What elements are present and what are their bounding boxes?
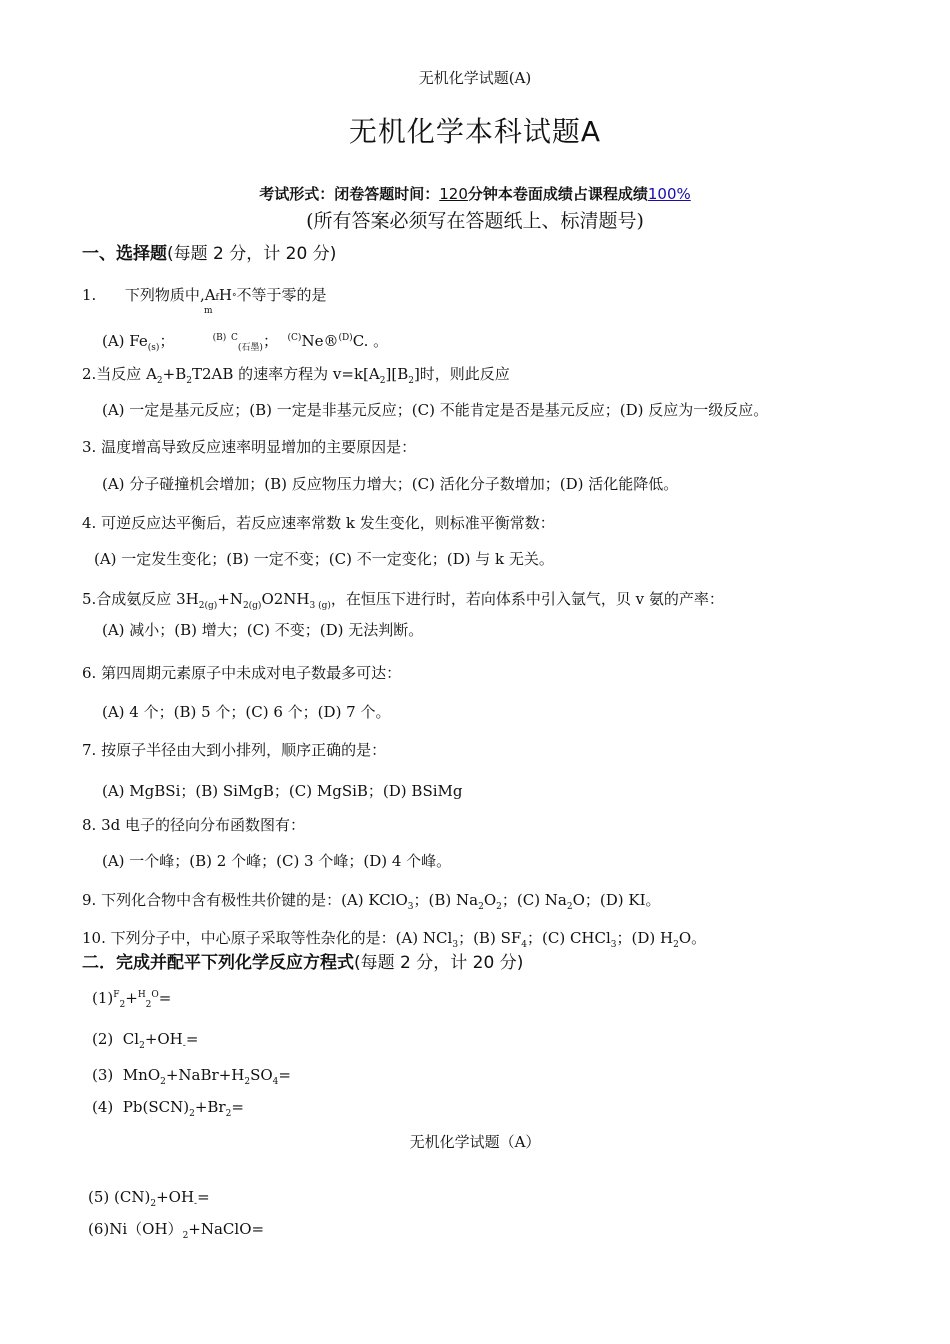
e2-sub-1: 2 [139,1041,145,1051]
q2-text-b: +B [162,365,187,383]
q5-sub-3: 3 (g) [309,601,331,611]
q1-sub-f: f [215,293,219,303]
q2-sub-1: 2 [156,376,163,386]
e5-number: (5) [88,1188,110,1206]
q10-text-e: O。 [678,929,707,947]
question-4-options: (A) 一定发生变化；(B) 一定不变；(C) 不一定变化；(D) 与 k 无关。 [94,550,554,568]
e4-text-b: +Br [194,1098,226,1116]
exam-info [0,184,950,204]
q1-opt-d-text: C. 。 [352,332,389,350]
question-7: 7. 按原子半径由大到小排列，顺序正确的是： [82,741,387,759]
q1-sub-m: m [203,306,213,316]
question-2-options: (A) 一定是基元反应；(B) 一定是非基元反应；(C) 不能肯定是否是基元反应；(D) 反应为一级反应。 [102,401,769,419]
q1-opt-b-c: C [231,333,238,343]
q1-opt-b-sub: (石墨) [237,343,263,353]
e2-sub-2: - [182,1041,186,1051]
e2-text-c: = [185,1030,199,1048]
e5-text-a: (CN) [114,1188,151,1206]
e5-text-c: = [197,1188,210,1206]
e5-sub-2: - [194,1199,198,1209]
q5-text-b: +N [217,590,243,608]
q2-sub-3: 2 [379,376,386,386]
question-8-options: (A) 一个峰；(B) 2 个峰；(C) 3 个峰；(D) 4 个峰。 [102,852,452,870]
q1-number: 1. [82,286,97,304]
e6-text-b: +NaClO= [188,1220,265,1238]
e1-sup-f: F [113,990,120,1000]
e4-text-c: = [231,1098,244,1116]
e3-number: (3) [92,1066,114,1084]
q10-sub-4: 2 [673,940,679,950]
e3-text-a: MnO [122,1066,161,1084]
percent-link[interactable]: 100% [647,185,691,203]
e2-number: (2) [92,1030,114,1048]
equation-6 [88,1219,264,1239]
e5-text-b: +OH [156,1188,195,1206]
page-header: 无机化学试题(A) [418,69,532,87]
question-6: 6. 第四周期元素原子中未成对电子数最多可达： [82,664,402,682]
q10-text-c: ；(C) CHCl [527,929,611,947]
question-4: 4. 可逆反应达平衡后，若反应速率常数 k 发生变化，则标准平衡常数： [82,514,555,532]
q2-text-c: T2AB 的速率方程为 v=k[A [191,365,380,383]
question-6-options: (A) 4 个；(B) 5 个；(C) 6 个；(D) 7 个。 [102,703,391,721]
page-title: 无机化学本科试题A [348,115,602,148]
q2-sub-4: 2 [408,376,414,386]
e1-sup-h: H [137,990,146,1000]
q5-sub-2: 2(g) [242,601,262,611]
q5-text-a: 5.合成氨反应 3H [82,590,199,608]
e1-equals: = [158,989,172,1007]
e3-sub-3: 4 [272,1077,279,1087]
exam-time: 120 [439,185,468,203]
q9-text-d: ；(C) Na [501,891,567,909]
q5-sub-1: 2(g) [198,601,218,611]
e6-text-a: Ni（OH） [109,1220,183,1238]
e3-text-b: +NaBr+H [165,1066,245,1084]
q1-symbol [199,286,237,316]
e1-sup-o: O [151,990,159,1000]
question-2 [82,364,510,384]
question-5 [82,589,724,609]
q1-sup-o: ° [231,293,237,303]
e1-plus: + [125,989,138,1007]
q10-sub-3: 3 [610,940,617,950]
e4-sub-1: 2 [189,1109,195,1119]
q10-text-a: 10. 下列分子中，中心原子采取等性杂化的是：(A) NCl [82,929,453,947]
q1-opt-a: (A) Fe [102,332,148,350]
q1-opt-d: (D) [338,333,353,343]
equation-3 [92,1065,291,1085]
page-footer-header: 无机化学试题（A） [409,1133,541,1151]
e2-text-a: Cl [122,1030,140,1048]
q1-text-a: 下列物质中 [124,286,200,304]
q1-opt-c: (C) [287,333,302,343]
question-10 [82,928,706,948]
q5-text-d: ，在恒压下进行时，若向体系中引入氩气，贝 v 氨的产率： [330,590,724,608]
exam-info-prefix: 考试形式：闭卷答题时间： [259,185,440,203]
e4-text-a: Pb(SCN) [122,1098,190,1116]
equation-5 [88,1187,210,1207]
question-3: 3. 温度增高导致反应速率明显增加的主要原因是： [82,438,417,456]
q9-text-b: ；(B) Na [413,891,479,909]
e2-text-b: +OH [144,1030,183,1048]
e4-number: (4) [92,1098,114,1116]
q9-text-e: O；(D) KI。 [572,891,661,909]
q9-sub-3: 2 [496,902,502,912]
e3-sub-1: 2 [160,1077,166,1087]
equation-1 [92,988,171,1008]
answer-note: (所有答案必须写在答题纸上、标清题号) [306,210,644,232]
question-7-options: (A) MgBSi；(B) SiMgB；(C) MgSiB；(D) BSiMg [102,782,463,800]
e6-sub-1: 2 [182,1231,189,1241]
q10-sub-1: 3 [452,940,459,950]
section2-heading [82,953,523,973]
equation-4 [92,1097,244,1117]
question-5-options: (A) 减小；(B) 增大；(C) 不变；(D) 无法判断。 [102,621,424,639]
section2-title: 二．完成并配平下列化学反应方程式 [82,953,354,973]
q9-sub-2: 2 [478,902,484,912]
e5-sub-1: 2 [150,1199,157,1209]
section1-score: (每题 2 分，计 20 分) [167,244,337,264]
e3-text-d: = [278,1066,291,1084]
q9-sub-1: 3 [407,902,414,912]
q2-text-e: ]时，则此反应 [413,365,510,383]
e4-sub-2: 2 [225,1109,232,1119]
question-3-options: (A) 分子碰撞机会增加；(B) 反应物压力增大；(C) 活化分子数增加；(D) 活化能降低。 [102,475,679,493]
section1-heading [82,244,336,264]
e6-number: (6) [88,1220,110,1238]
question-1-options [102,331,388,351]
q1-opt-b: (B) [212,333,227,343]
e1-number: (1) [92,989,114,1007]
q1-sym-a: ,A [199,286,216,304]
q1-opt-b-end: ； [262,332,278,350]
section2-score: (每题 2 分，计 20 分) [354,953,524,973]
q10-text-d: ；(D) H [616,929,674,947]
q9-text-c: O [483,891,497,909]
section1-title: 一、选择题 [82,244,167,264]
q2-text-a: 2.当反应 A [82,365,157,383]
e3-sub-2: 2 [244,1077,251,1087]
q9-text-a: 9. 下列化合物中含有极性共价键的是：(A) KClO [82,891,408,909]
q10-text-b: ；(B) SF [458,929,522,947]
e1-sub-2b: 2 [145,1000,152,1010]
q1-text-b: 不等于零的是 [236,286,327,304]
q10-sub-2: 4 [521,940,527,950]
q1-sym-h: H [218,286,232,304]
equation-2 [92,1029,198,1049]
e3-text-c: SO [250,1066,273,1084]
question-8: 8. 3d 电子的径向分布函数图有： [82,816,305,834]
q1-opt-a-sub: (s) [147,343,160,353]
exam-info-middle: 分钟本卷面成绩占课程成绩 [467,185,648,203]
q2-sub-2: 2 [186,376,192,386]
q1-opt-c-text: Ne® [301,332,339,350]
q9-sub-4: 2 [566,902,573,912]
q2-text-d: ][B [385,365,409,383]
e1-sub-2: 2 [119,1000,126,1010]
question-9 [82,890,661,910]
q5-text-c: O2NH [261,590,310,608]
question-1 [82,285,327,316]
q1-opt-a-end: ； [159,332,175,350]
